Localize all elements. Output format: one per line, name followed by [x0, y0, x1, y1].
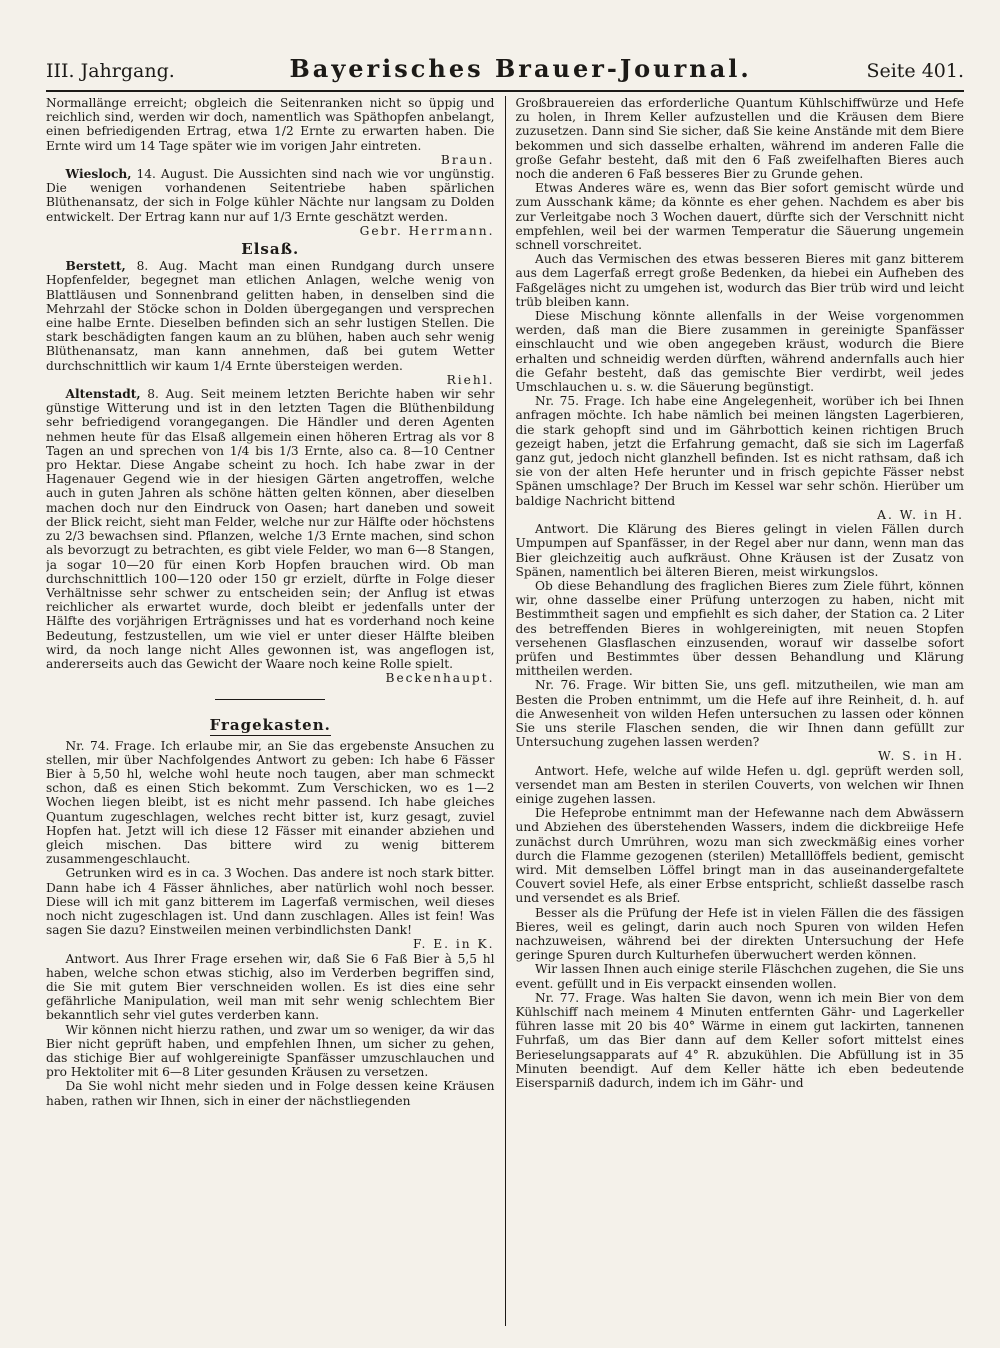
signature: F. E. in K.	[412, 937, 495, 952]
paragraph: Ob diese Behandlung des fraglichen Bieres zum Ziele führt, können wir, ohne dasselbe einer Prüfung unterzogen zu haben, nicht mit Bestimmtheit sagen und empfiehlt es sich daher, der Station ca. 2 Liter des betreffenden Bieres in wohlgereinigten, mit neuen Stopfen versehenen Glasflaschen einzusenden, worauf wir dasselbe sofort prüfen und Bestimmtes über dessen Behandlung und Klärung mittheilen werden.	[515, 578, 964, 679]
paragraph: Normallänge erreicht; obgleich die Seitenranken nicht so üppig und reichlich sind, werden wir doch, namentlich was Späthopfen anbelangt, einen befriedigenden Ertrag, etwa 1/2 Ernte zu erwarten haben. Die Ernte wird um 14 Tage später wie im vorigen Jahr eintreten.	[46, 96, 495, 153]
paragraph: Diese Mischung könnte allenfalls in der Weise vorgenommen werden, daß man die Biere zusammen in gereinigte Spanfässer einschlaucht und wie oben angegeben kräust, wodurch die Biere erhalten und schneidig werden dürften, während andernfalls auch hier die Gefahr besteht, daß das gemischte Bier verdirbt, weil jedes Umschlauchen u. s. w. die Säuerung begünstigt.	[515, 309, 964, 395]
paragraph-text: 14. August. Die Aussichten sind nach wie vor ungünstig. Die wenigen vorhandenen Seitentriebe haben spärlichen Blüthenansatz, der sich in Folge kühler Nächte nur langsam zu Dolden entwickelt. Der Ertrag kann nur auf 1/3 Ernte geschätzt werden.	[46, 167, 495, 224]
paragraph-text: 8. Aug. Macht man einen Rundgang durch unsere Hopfenfelder, begegnet man etlichen Anlagen, welche wenig von Blattläusen und Sonnenbrand gelitten haben, in denselben sind die Mehrzahl der Stöcke schon in Dolden übergegangen und versprechen eine halbe Ernte. Dieselben befinden sich an sehr lustigen Stellen. Die stark beschädigten fangen kaum an zu blühen, haben auch sehr wenig Blüthenansatz, man kann annehmen, daß bei gutem Wetter durchschnittlich wir kaum 1/4 Ernte übersteigen werden.	[46, 259, 495, 373]
page-header	[46, 54, 964, 88]
section-heading-text: Fragekasten.	[209, 716, 331, 735]
signature: W. S. in H.	[878, 749, 964, 764]
paragraph: Wir können nicht hierzu rathen, und zwar um so weniger, da wir das Bier nicht geprüft haben, und empfehlen Ihnen, um sicher zu gehen, das stichige Bier auf wohlgereinigte Spanfässer umzuschlauchen und pro Hektoliter mit 6—8 Liter gesunden Kräusen zu versetzen.	[46, 1022, 495, 1080]
paragraph: Da Sie wohl nicht mehr sieden und in Folge dessen keine Kräusen haben, rathen wir Ihnen, sich in einer der nächstliegenden	[46, 1079, 495, 1108]
paragraph: Auch das Vermischen des etwas besseren Bieres mit ganz bitterem aus dem Lagerfaß erregt große Bedenken, da hiebei ein Aufheben des Faßgeläges nicht zu umgehen ist, wodurch das Bier trüb wird und leicht trüb bleiben kann.	[515, 252, 964, 309]
signature: Riehl.	[446, 372, 495, 387]
signature: A. W. in H.	[877, 507, 964, 522]
text-columns	[46, 96, 964, 1326]
paragraph: Antwort. Hefe, welche auf wilde Hefen u. dgl. geprüft werden soll, versendet man am Besten in sterilen Couverts, von welchen wir Ihnen einige zugehen lassen.	[515, 763, 964, 806]
section-heading: Elsaß.	[241, 240, 300, 259]
paragraph: Nr. 76. Frage. Wir bitten Sie, uns gefl. mitzutheilen, wie man am Besten die Proben entnimmt, um die Hefe auf ihre Reinheit, d. h. auf die Anwesenheit von wilden Hefen untersuchen zu lassen oder können Sie uns sterile Flaschen senden, die wir Ihnen dann gefüllt zur Untersuchung zugehen lassen werden?	[515, 678, 964, 750]
place-name: Altenstadt,	[65, 387, 141, 402]
paragraph: Die Hefeprobe entnimmt man der Hefewanne nach dem Abwässern und Abziehen des überstehenden Wassers, indem die dickbreiige Hefe zunächst durch Umrühren, wozu man sich zweckmäßig eines vorher durch die Flamme gezogenen (sterilen) Metalllöffels bedient, gemischt wird. Mit demselben Löffel bringt man in das auseinandergefaltete Couvert soviel Hefe, als einer Erbse entspricht, schließt dasselbe rasch und versendet es als Brief.	[515, 806, 964, 906]
place-name: Berstett,	[65, 259, 126, 274]
paragraph: Besser als die Prüfung der Hefe ist in vielen Fällen die des fässigen Bieres, weil es gelingt, darin auch noch Spuren von wilden Hefen nachzuweisen, während bei der direkten Untersuchung der Hefe geringe Spuren durch Kulturhefen überwuchert werden können.	[515, 905, 964, 963]
left-column	[46, 96, 505, 1326]
paragraph: Großbrauereien das erforderliche Quantum Kühlschiffwürze und Hefe zu holen, in Ihrem Keller aufzustellen und die Kräusen dem Biere zuzusetzen. Dann sind Sie sicher, daß Sie keine Anstände mit dem Biere bekommen und sich dasselbe erhalten, während im anderen Falle die große Gefahr besteht, daß mit den 6 Faß zweifelhaften Bieres auch noch die anderen 6 Faß besseres Bier zu Grunde gehen.	[515, 96, 964, 182]
header-rule	[46, 90, 964, 92]
paragraph	[46, 167, 495, 224]
signature: Gebr. Herrmann.	[359, 223, 495, 238]
paragraph: Wir lassen Ihnen auch einige sterile Fläschchen zugehen, die Sie uns event. gefüllt und in Eis verpackt einsenden wollen.	[515, 962, 964, 991]
paragraph: Antwort. Die Klärung des Bieres gelingt in vielen Fällen durch Umpumpen auf Spanfässer, in der Regel aber nur dann, wenn man das Bier gleichzeitig auch aufkräust. Ohne Kräusen ist der Zusatz von Spänen, namentlich bei älteren Bieren, meist wirkungslos.	[515, 522, 964, 579]
paragraph-text: 8. Aug. Seit meinem letzten Berichte haben wir sehr günstige Witterung und ist in den letzten Tagen die Blüthenbildung sehr befriedigend vorangegangen. Die Händler und deren Agenten nehmen heute für das Elsaß allgemein einen höheren Ertrag als vor 8 Tagen an und sprechen von 1/4 bis 1/3 Ernte, also ca. 8—10 Centner pro Hektar. Diese Angabe scheint zu hoch. Ich habe zwar in der Hagenauer Gegend wie in der hiesigen Gärten angetroffen, welche auch in guten Jahren als schöne hätten gelten können, aber dieselben machen doch nur den Eindruck von Oasen; hart daneben und soweit der Blick reicht, sieht man Felder, welche nur zur Hälfte oder höchstens zu 2/3 bewachsen sind. Pflanzen, welche 1/3 Ernte machen, sind schon als bevorzugt zu betrachten, es gibt viele Felder, wo man 6—8 Stangen, ja sogar 10—20 für einen Korb Hopfen brauchen wird. Ob man durchschnittlich 100—120 oder 150 gr erzielt, dürfte in Folge dieser Verhältnisse sehr schwer zu entscheiden sein; der Anflug ist etwas reichlicher als erwartet wurde, doch bleibt er jedenfalls unter der Hälfte des vorjährigen Erträgnisses und hat es vorderhand noch keine Bedeutung, festzustellen, um wie viel er unter dieser Hälfte bleiben wird, da noch lange nicht Alles gewonnen ist, was angeflogen ist, andererseits auch das Gewicht der Waare noch keine Rolle spielt.	[46, 387, 495, 671]
right-column	[506, 96, 965, 1326]
paragraph	[46, 259, 495, 373]
paragraph: Getrunken wird es in ca. 3 Wochen. Das andere ist noch stark bitter. Dann habe ich 4 Fässer ähnliches, aber natürlich wohl noch besser. Diese will ich mit ganz bitterem im Lagerfaß vermischen, weil dieses noch nicht zugeschlagen ist. Und dann zuschlagen. Alles ist fein! Was sagen Sie dazu? Einstweilen meinen verbindlichsten Dank!	[46, 866, 495, 938]
page-number: Seite 401.	[866, 60, 964, 82]
signature: Braun.	[440, 152, 495, 167]
place-name: Wiesloch,	[65, 167, 132, 182]
paragraph	[46, 387, 495, 671]
paragraph: Nr. 74. Frage. Ich erlaube mir, an Sie das ergebenste Ansuchen zu stellen, mir über Nachfolgendes Antwort zu geben: Ich habe 6 Fässer Bier à 5,50 hl, welche wohl heute noch taugen, aber man schmeckt schon, daß es einen Stich bekommt. Zum Verschicken, wo es 1—2 Wochen liegen bleibt, ist es nicht mehr passend. Ich habe gleiches Quantum zugeschlagen, welches recht bitter ist, kurz gesagt, zuviel Hopfen hat. Jetzt will ich diese 12 Fässer mit einander abziehen und gleich mischen. Das bittere wird zu wenig bitterem zusammengeschlaucht.	[46, 738, 495, 867]
signature: Beckenhaupt.	[385, 671, 495, 686]
section-heading	[46, 716, 495, 735]
paragraph: Antwort. Aus Ihrer Frage ersehen wir, daß Sie 6 Faß Bier à 5,5 hl haben, welche schon etwas stichig, also im Verderben begriffen sind, die Sie mit gutem Bier verschneiden wollen. Es ist dies eine sehr gefährliche Manipulation, weil man mit sehr wenig schlechtem Bier bekanntlich sehr viel gutes verderben kann.	[46, 951, 495, 1023]
paragraph: Nr. 77. Frage. Was halten Sie davon, wenn ich mein Bier von dem Kühlschiff nach meinem 4 Minuten entfernten Gähr- und Lagerkeller führen lasse mit 20 bis 40° Wärme in einem gut lackirten, tannenen Fuhrfaß, um das Bier dann auf dem Keller sofort mittelst eines Berieselungsapparats auf 4° R. abzukühlen. Die Abfüllung ist in 35 Minuten beendigt. Auf dem Keller hätte ich eben bedeutende Eisersparniß dadurch, indem ich im Gähr- und	[515, 990, 964, 1091]
journal-title: Bayerisches Brauer-Journal.	[289, 54, 752, 83]
paragraph: Nr. 75. Frage. Ich habe eine Angelegenheit, worüber ich bei Ihnen anfragen möchte. Ich habe nämlich bei meinen längsten Lagerbieren, die stark gehopft sind und im Gährbottich keinen richtigen Bruch gezeigt haben, jetzt die Erfahrung gemacht, daß sie sich im Lagerfaß ganz gut, jedoch nicht glanzhell befinden. Ist es nicht rathsam, daß ich sie von der alten Hefe herunter und in frisch gepichte Fässer nebst Spänen umschlage? Der Bruch im Kessel war sehr schön. Hierüber um baldige Nachricht bittend	[515, 394, 964, 508]
paragraph: Etwas Anderes wäre es, wenn das Bier sofort gemischt würde und zum Ausschank käme; da könnte es eher gehen. Nachdem es aber bis zur Verleitgabe noch 3 Wochen dauert, dürfte sich der Verschnitt nicht empfehlen, weil bei der warmen Temperatur die Säuerung ungemein schnell vorschreitet.	[515, 181, 964, 253]
volume-label: III. Jahrgang.	[46, 60, 175, 82]
section-rule	[215, 699, 325, 700]
